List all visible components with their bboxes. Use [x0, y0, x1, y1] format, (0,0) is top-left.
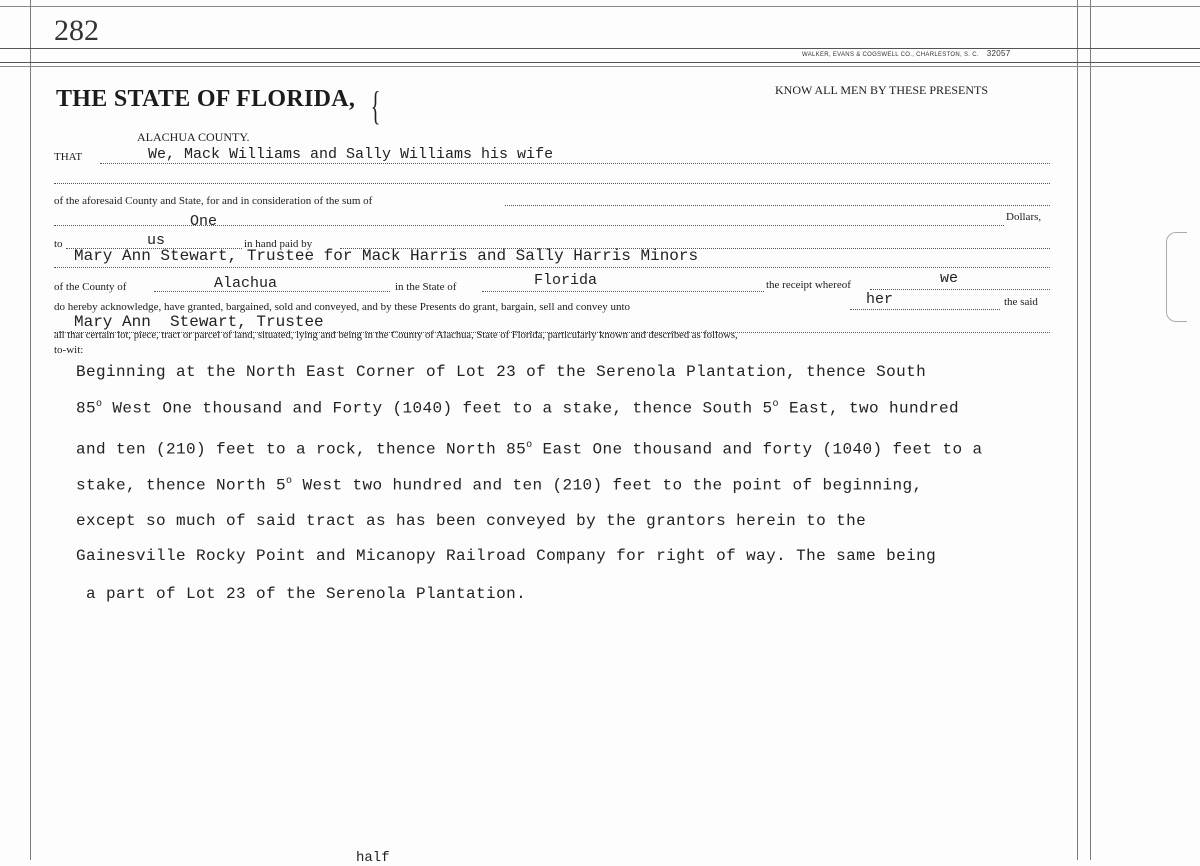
state-value: Florida: [534, 272, 598, 289]
degree-mark: o: [96, 399, 103, 410]
description-line-2: [76, 399, 959, 417]
blank-dotline: [54, 183, 1050, 184]
grantors-value: We, Mack Williams and Sally Williams his wife: [148, 146, 554, 163]
top-rule-4: [0, 66, 1200, 67]
description-line-6: Gainesville Rocky Point and Micanopy Railroad Company for right of way. The same being: [76, 547, 937, 565]
d3b: East One thousand and forty (1040) feet to a: [532, 440, 983, 459]
brace-mark: {: [370, 83, 381, 128]
said-grantee-value: Mary Ann Stewart, Trustee: [74, 313, 324, 331]
acknowledge-text: do hereby acknowledge, have granted, bargained, sold and conveyed, and by these Presents do grant, bargain, sell and convey unto: [54, 301, 631, 313]
degree-mark: o: [286, 476, 293, 487]
description-line-5: except so much of said tract as has been conveyed by the grantors herein to the: [76, 512, 867, 530]
d2a: 85: [76, 399, 97, 418]
description-line-4: [76, 476, 923, 494]
grantee-value: Mary Ann Stewart, Trustee for Mack Harris and Sally Harris Minors: [74, 247, 699, 265]
unto-dotline: [850, 309, 1000, 310]
county-label: of the County of: [54, 281, 127, 293]
d3a: and ten (210) feet to a rock, thence North 85: [76, 440, 527, 459]
description-line-1: Beginning at the North East Corner of Lot 23 of the Serenola Plantation, thence South: [76, 363, 927, 381]
to-label: to: [54, 238, 63, 250]
state-label: in the State of: [395, 281, 457, 293]
right-margin-line-1: [1077, 0, 1078, 860]
top-rule-1: [0, 6, 1200, 7]
printer-imprint: [802, 49, 1011, 58]
that-dotline: [100, 163, 1050, 164]
right-margin-line-2: [1090, 0, 1091, 860]
dollars-label: Dollars,: [1006, 211, 1042, 223]
sum-dotline-1: [505, 205, 1050, 206]
receipt-value: we: [940, 270, 959, 287]
receipt-dotline: [870, 289, 1050, 290]
unto-value: her: [866, 291, 894, 308]
d4b: West two hundred and ten (210) feet to the point of beginning,: [292, 476, 923, 495]
d2b: West One thousand and Forty (1040) feet to a stake, thence South 5: [102, 399, 773, 418]
state-title: THE STATE OF FLORIDA,: [56, 86, 356, 112]
page-number: 282: [54, 14, 99, 47]
description-line-3: [76, 440, 983, 458]
county-heading: ALACHUA COUNTY.: [137, 130, 250, 144]
all-that-text: all that certain lot, piece, tract or parcel of land, situated, lying and being in the County of Alachua, State of Florida, particularly known and described as follows,: [54, 330, 738, 341]
printer-name: WALKER, EVANS & COGSWELL CO., CHARLESTON, S. C.: [802, 52, 979, 58]
d4a: stake, thence North 5: [76, 476, 287, 495]
to-wit-label: to-wit:: [54, 344, 84, 356]
presents-heading: KNOW ALL MEN BY THESE PRESENTS: [775, 83, 989, 97]
d2c: East, two hundred: [778, 399, 959, 418]
left-margin-line: [30, 0, 31, 860]
bottom-fragment: half: [356, 850, 390, 866]
form-number: 32057: [986, 49, 1011, 58]
degree-mark: o: [526, 440, 533, 451]
description-line-7: a part of Lot 23 of the Serenola Plantation.: [86, 585, 527, 603]
grantee-dotline: [54, 267, 1050, 268]
that-label: THAT: [54, 151, 83, 163]
paid-to-value: us: [147, 232, 166, 249]
degree-mark: o: [772, 399, 779, 410]
sum-value: One: [190, 213, 218, 230]
state-dotline: [482, 291, 764, 292]
aforesaid-text: of the aforesaid County and State, for and in consideration of the sum of: [54, 195, 373, 207]
top-rule-3: [0, 62, 1200, 63]
paid-by-label: in hand paid by: [244, 238, 313, 250]
top-rule-2: [0, 48, 1200, 49]
receipt-label: the receipt whereof: [766, 279, 851, 291]
the-said-label: the said: [1004, 296, 1038, 308]
binder-ring-mark: [1166, 232, 1187, 322]
county-value: Alachua: [214, 275, 278, 292]
